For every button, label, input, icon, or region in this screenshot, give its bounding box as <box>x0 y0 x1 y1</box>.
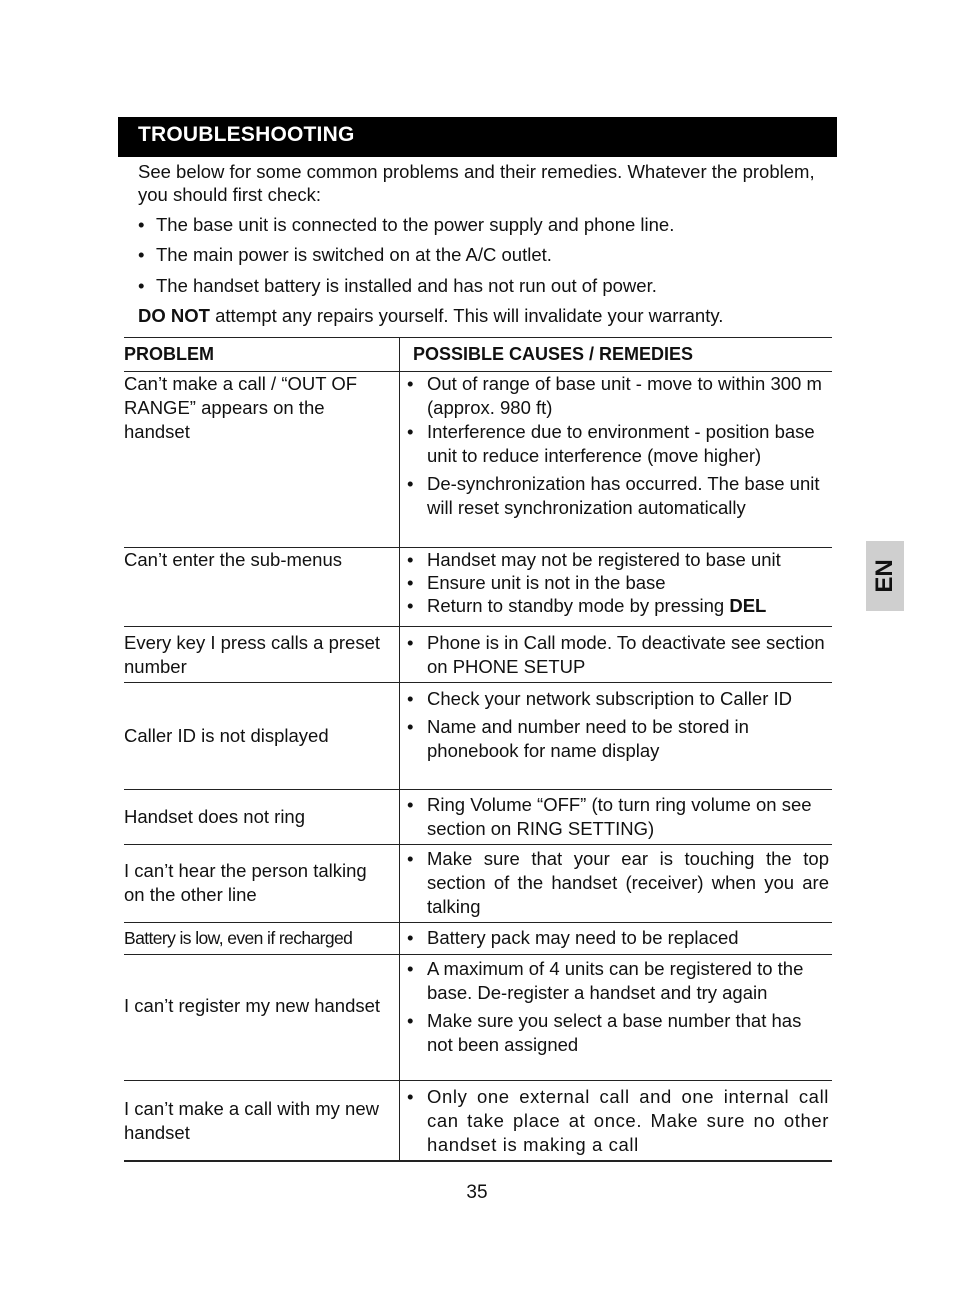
cause-item: • Only one external call and one internal call can take place at once. Make sure no other handset is making a call <box>407 1086 829 1155</box>
causes-cell <box>407 847 829 919</box>
causes-cell <box>407 793 829 841</box>
table-bottom-rule <box>124 1160 832 1162</box>
warning-text: attempt any repairs yourself. This will invalidate your warranty. <box>209 305 724 326</box>
cause-item: • De-synchronization has occurred. The base unit will reset synchronization automatically <box>407 473 820 518</box>
check-item: • The main power is switched on at the A/C outlet. <box>138 244 552 265</box>
column-header-causes: POSSIBLE CAUSES / REMEDIES <box>413 344 694 364</box>
table-rule <box>124 954 832 955</box>
section-title-bar <box>118 117 837 157</box>
cause-item: • Interference due to environment - position base unit to reduce interference (move higher) <box>407 421 815 466</box>
problem-cell: Caller ID is not displayed <box>124 725 329 746</box>
causes-cell <box>407 631 829 679</box>
problem-cell: Every key I press calls a preset number <box>124 632 381 677</box>
causes-cell <box>407 926 829 950</box>
intro-text: See below for some common problems and their remedies. Whatever the problem, you should first check: <box>138 161 815 205</box>
table-rule <box>124 626 832 627</box>
cause-item: • A maximum of 4 units can be registered to the base. De-register a handset and try again <box>407 958 804 1003</box>
cause-item: • Phone is in Call mode. To deactivate see section on PHONE SETUP <box>407 632 825 677</box>
cause-item: • Battery pack may need to be replaced <box>407 927 739 948</box>
page-number: 35 <box>466 1182 488 1203</box>
table-rule <box>124 337 832 338</box>
table-rule <box>124 922 832 923</box>
cause-item: • Ring Volume “OFF” (to turn ring volume on see section on RING SETTING) <box>407 794 812 839</box>
problem-cell: I can’t register my new handset <box>124 995 381 1016</box>
cause-item: • Name and number need to be stored in phonebook for name display <box>407 716 749 761</box>
problem-cell: Battery is low, even if recharged <box>124 928 353 948</box>
check-item: • The base unit is connected to the power supply and phone line. <box>138 214 675 235</box>
language-tab <box>866 541 904 611</box>
problem-cell: I can’t make a call with my new handset <box>124 1098 379 1143</box>
cause-item: • Make sure that your ear is touching the top section of the handset (receiver) when you are talking <box>407 848 829 917</box>
problem-cell: Can’t enter the sub-menus <box>124 549 343 570</box>
warranty-warning <box>138 304 723 327</box>
column-divider <box>399 337 400 1161</box>
del-key-label: DEL <box>729 595 767 616</box>
problem-cell: I can’t hear the person talking on the other line <box>124 860 367 905</box>
table-rule <box>124 1080 832 1081</box>
causes-cell <box>407 687 829 763</box>
cause-item: • Return to standby mode by pressing DEL <box>407 595 767 616</box>
causes-cell <box>407 548 829 617</box>
cause-item: • Out of range of base unit - move to within 300 m (approx. 980 ft) <box>407 373 822 418</box>
check-item: • The handset battery is installed and has not run out of power. <box>138 275 657 296</box>
cause-item: • Check your network subscription to Caller ID <box>407 688 793 709</box>
table-rule <box>124 789 832 790</box>
causes-cell <box>407 957 829 1057</box>
problem-cell: Handset does not ring <box>124 806 306 827</box>
warning-emphasis: DO NOT <box>138 305 210 326</box>
problem-cell: Can’t make a call / “OUT OF RANGE” appears on the handset <box>124 373 358 442</box>
cause-item: • Ensure unit is not in the base <box>407 572 666 593</box>
causes-cell <box>407 372 829 520</box>
column-header-problem: PROBLEM <box>124 344 214 364</box>
table-rule <box>124 844 832 845</box>
language-tab-label: EN <box>871 559 898 593</box>
causes-cell <box>407 1085 829 1157</box>
table-rule <box>124 682 832 683</box>
cause-item: • Handset may not be registered to base unit <box>407 549 781 570</box>
cause-item: • Make sure you select a base number that has not been assigned <box>407 1010 802 1055</box>
section-title: TROUBLESHOOTING <box>138 123 355 146</box>
